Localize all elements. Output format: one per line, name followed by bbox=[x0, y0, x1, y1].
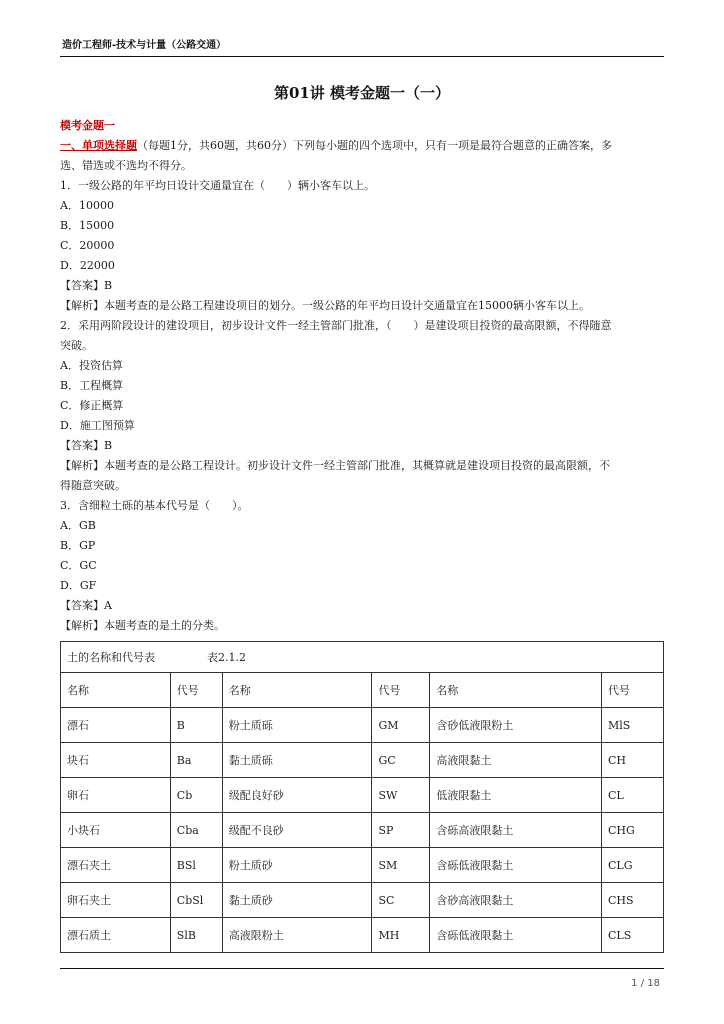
table-cell: 含砾高液限黏土 bbox=[430, 813, 602, 848]
question-3-option-c: C．GC bbox=[60, 559, 97, 572]
page-title: 第01讲 模考金题一（一） bbox=[273, 84, 451, 102]
table-header-cell: 名称 bbox=[61, 673, 171, 708]
section-heading-line-1 bbox=[60, 136, 664, 156]
section-instructions: （每题1分，共60题，共60分）下列每小题的四个选项中，只有一项是最符合题意的正确答案，多 bbox=[137, 139, 612, 152]
table-caption-text: 土的名称和代号表 bbox=[67, 651, 155, 664]
table-cell: 含砂高液限黏土 bbox=[430, 883, 602, 918]
document-header: 造价工程师-技术与计量（公路交通） bbox=[62, 40, 227, 51]
table-cell: 含砂低液限粉土 bbox=[430, 708, 602, 743]
section-label: 模考金题一 bbox=[60, 119, 115, 132]
question-2-option-b: B．工程概算 bbox=[60, 379, 124, 392]
table-caption-row bbox=[61, 642, 664, 673]
table-row bbox=[61, 743, 664, 778]
table-header-cell: 名称 bbox=[222, 673, 372, 708]
table-cell: Cba bbox=[170, 813, 222, 848]
header-divider bbox=[60, 56, 664, 57]
question-1-option-c: C．20000 bbox=[60, 239, 115, 252]
table-cell: 漂石 bbox=[61, 708, 171, 743]
table-cell: 含砾低液限黏土 bbox=[430, 848, 602, 883]
table-header-cell: 代号 bbox=[372, 673, 430, 708]
question-3-stem: 3．含细粒土砾的基本代号是（ ）。 bbox=[60, 499, 249, 512]
table-cell: 高液限黏土 bbox=[430, 743, 602, 778]
table-cell: CbSl bbox=[170, 883, 222, 918]
table-row bbox=[61, 883, 664, 918]
question-2-option-c: C．修正概算 bbox=[60, 399, 124, 412]
section-instructions-cont: 选、错选或不选均不得分。 bbox=[60, 159, 192, 172]
table-cell: CL bbox=[602, 778, 664, 813]
soil-table-container bbox=[60, 641, 664, 953]
table-code: 表2.1.2 bbox=[207, 651, 246, 664]
table-header-cell: 代号 bbox=[602, 673, 664, 708]
table-cell: 高液限粉土 bbox=[222, 918, 372, 953]
question-3-option-d: D．GF bbox=[60, 579, 97, 592]
table-cell: 粉土质砂 bbox=[222, 848, 372, 883]
question-1-stem: 1．一级公路的年平均日设计交通量宜在（ ）辆小客车以上。 bbox=[60, 179, 375, 192]
table-cell: SP bbox=[372, 813, 430, 848]
table-cell: SC bbox=[372, 883, 430, 918]
question-2-answer: 【答案】B bbox=[60, 439, 113, 452]
page-number: 1 / 18 bbox=[631, 978, 660, 989]
table-cell: 黏土质砾 bbox=[222, 743, 372, 778]
table-cell: 黏土质砂 bbox=[222, 883, 372, 918]
table-cell: MlS bbox=[602, 708, 664, 743]
table-cell: 漂石质土 bbox=[61, 918, 171, 953]
question-1-answer: 【答案】B bbox=[60, 279, 113, 292]
question-1-option-a: A．10000 bbox=[60, 199, 114, 212]
question-2-option-a: A．投资估算 bbox=[60, 359, 123, 372]
table-cell: CH bbox=[602, 743, 664, 778]
table-cell: Ba bbox=[170, 743, 222, 778]
table-header-row bbox=[61, 673, 664, 708]
table-cell: BSl bbox=[170, 848, 222, 883]
table-caption bbox=[61, 642, 664, 673]
table-cell: 级配不良砂 bbox=[222, 813, 372, 848]
table-cell: SlB bbox=[170, 918, 222, 953]
table-cell: 块石 bbox=[61, 743, 171, 778]
table-cell: GC bbox=[372, 743, 430, 778]
question-3-analysis: 【解析】本题考查的是土的分类。 bbox=[60, 619, 225, 632]
question-2-analysis: 【解析】本题考查的是公路工程设计。初步设计文件一经主管部门批准，其概算就是建设项目投资的最高限额，不 bbox=[60, 459, 610, 472]
table-cell: 卵石夹土 bbox=[61, 883, 171, 918]
table-row bbox=[61, 708, 664, 743]
question-1-analysis: 【解析】本题考查的是公路工程建设项目的划分。一级公路的年平均日设计交通量宜在15000辆小客车以上。 bbox=[60, 299, 590, 312]
table-cell: CLG bbox=[602, 848, 664, 883]
question-2-option-d: D．施工图预算 bbox=[60, 419, 135, 432]
table-cell: 低液限黏土 bbox=[430, 778, 602, 813]
question-2-stem-cont: 突破。 bbox=[60, 339, 93, 352]
question-2-analysis-cont: 得随意突破。 bbox=[60, 479, 126, 492]
table-row bbox=[61, 813, 664, 848]
table-cell: Cb bbox=[170, 778, 222, 813]
table-cell: 小块石 bbox=[61, 813, 171, 848]
table-header-cell: 代号 bbox=[170, 673, 222, 708]
table-cell: 粉土质砾 bbox=[222, 708, 372, 743]
document-body bbox=[60, 114, 664, 636]
question-3-answer: 【答案】A bbox=[60, 599, 112, 612]
question-1-option-d: D．22000 bbox=[60, 259, 115, 272]
table-cell: CHG bbox=[602, 813, 664, 848]
table-cell: SW bbox=[372, 778, 430, 813]
table-cell: MH bbox=[372, 918, 430, 953]
table-cell: GM bbox=[372, 708, 430, 743]
table-header-cell: 名称 bbox=[430, 673, 602, 708]
table-row bbox=[61, 918, 664, 953]
table-cell: 级配良好砂 bbox=[222, 778, 372, 813]
soil-code-table bbox=[60, 641, 664, 953]
question-1-option-b: B．15000 bbox=[60, 219, 115, 232]
table-cell: CLS bbox=[602, 918, 664, 953]
table-cell: 漂石夹土 bbox=[61, 848, 171, 883]
question-3-option-a: A．GB bbox=[60, 519, 96, 532]
footer-divider bbox=[60, 968, 664, 969]
question-2-stem: 2．采用两阶段设计的建设项目，初步设计文件一经主管部门批准，（ ）是建设项目投资的最高限额，不得随意 bbox=[60, 319, 612, 332]
table-row bbox=[61, 848, 664, 883]
question-3-option-b: B．GP bbox=[60, 539, 96, 552]
table-cell: B bbox=[170, 708, 222, 743]
table-cell: SM bbox=[372, 848, 430, 883]
table-cell: 含砾低液限黏土 bbox=[430, 918, 602, 953]
section-heading: 一、单项选择题 bbox=[60, 139, 137, 152]
table-cell: CHS bbox=[602, 883, 664, 918]
table-cell: 卵石 bbox=[61, 778, 171, 813]
table-row bbox=[61, 778, 664, 813]
